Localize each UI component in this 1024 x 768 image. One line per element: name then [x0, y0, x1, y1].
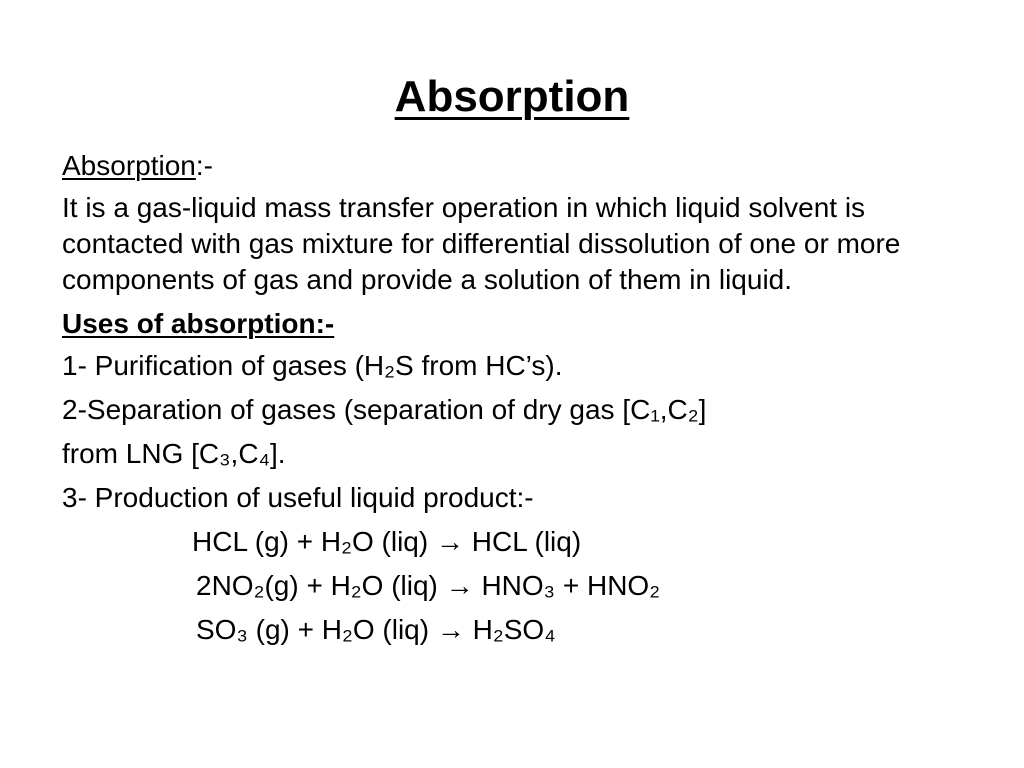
uses-item-2-continued: from LNG [C₃,C₄].	[62, 438, 286, 469]
uses-item-1: 1- Purification of gases (H₂S from HC’s).	[62, 350, 563, 381]
uses-item-3: 3- Production of useful liquid product:-	[62, 482, 534, 513]
equation-2: 2NO₂(g) + H₂O (liq) → HNO₃ + HNO₂	[196, 570, 661, 601]
uses-heading: Uses of absorption:-	[62, 308, 335, 339]
equation-3: SO₃ (g) + H₂O (liq) → H₂SO₄	[196, 614, 556, 645]
definition-heading-suffix: :-	[195, 150, 213, 181]
slide-body	[62, 148, 962, 648]
uses-item-2: 2-Separation of gases (separation of dry gas [C₁,C₂]	[62, 394, 707, 425]
equation-1: HCL (g) + H₂O (liq) → HCL (liq)	[192, 526, 582, 557]
uses-heading-line	[62, 306, 962, 342]
definition-heading-line	[62, 148, 962, 184]
definition-heading: Absorption	[62, 150, 196, 181]
definition-text: It is a gas-liquid mass transfer operation in which liquid solvent is contacted with gas mixture for differential dissolution of one or more components of gas and provide a solution of them in liquid.	[62, 192, 901, 295]
slide-title: Absorption	[394, 72, 630, 121]
